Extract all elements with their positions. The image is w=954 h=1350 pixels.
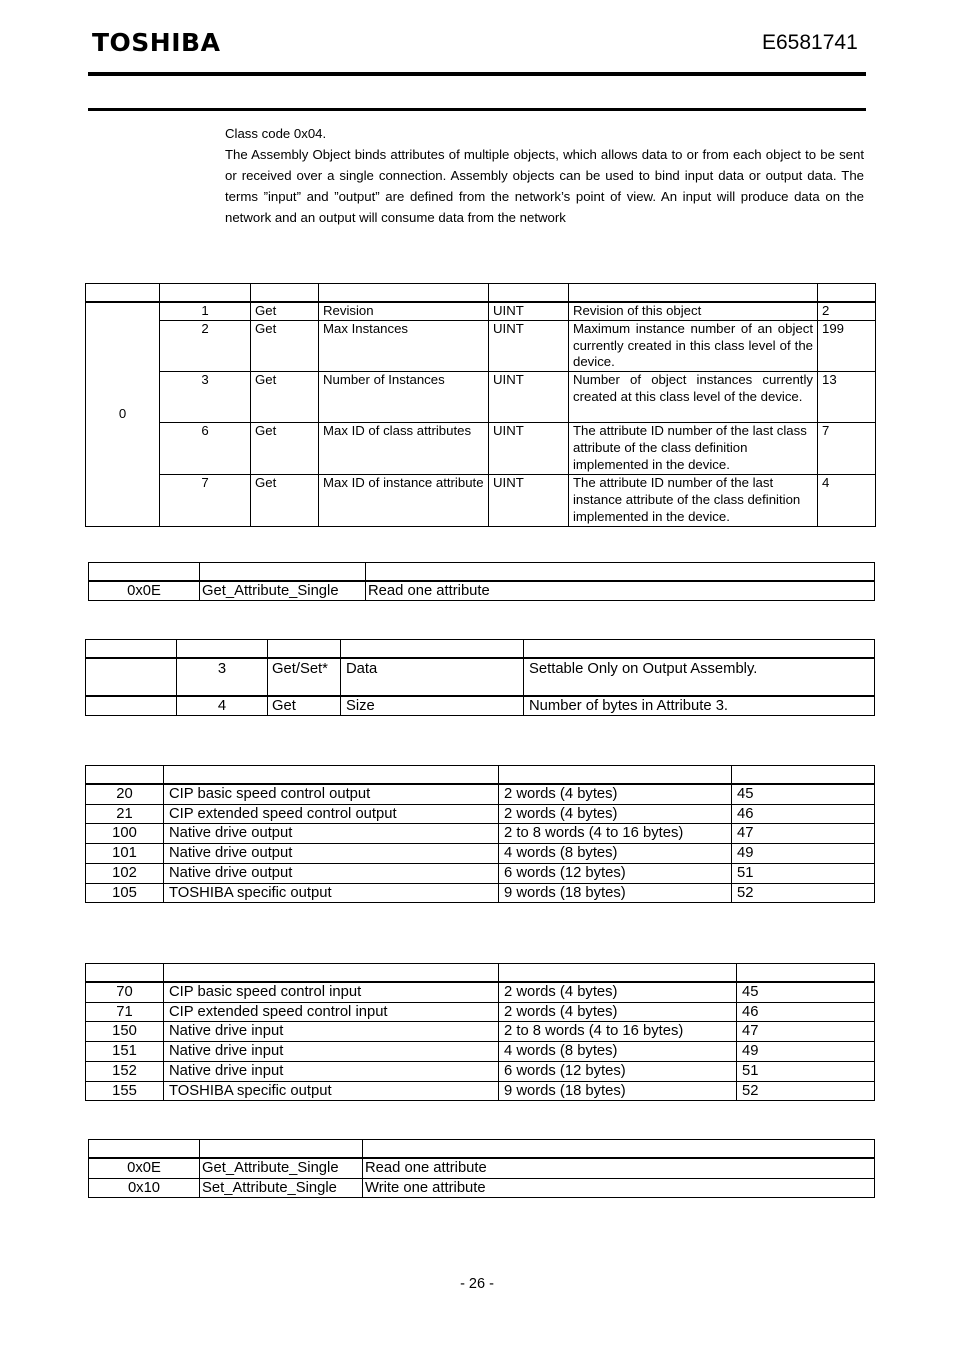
assembly-instance: 151 xyxy=(86,1042,164,1062)
attr-access: Get xyxy=(251,302,319,320)
attr-desc: Number of object instances currently created at this class level of the device. xyxy=(569,372,818,423)
assembly-page: 47 xyxy=(732,824,875,844)
document-number: E6581741 xyxy=(762,31,858,54)
table-header-row xyxy=(86,640,875,659)
assembly-size: 2 to 8 words (4 to 16 bytes) xyxy=(499,824,732,844)
assembly-name: Native drive output xyxy=(164,824,499,844)
assembly-page: 52 xyxy=(737,1081,875,1101)
attr-id: 1 xyxy=(160,302,251,320)
page-number: - 26 - xyxy=(460,1276,494,1292)
table-row xyxy=(86,320,876,371)
table-row xyxy=(86,1061,875,1081)
table-row xyxy=(86,372,876,423)
attr-value: 13 xyxy=(818,372,876,423)
assembly-page: 46 xyxy=(737,1002,875,1022)
attr-access: Get xyxy=(251,475,319,526)
assembly-instance: 152 xyxy=(86,1061,164,1081)
assembly-page: 51 xyxy=(737,1061,875,1081)
assembly-size: 9 words (18 bytes) xyxy=(499,1081,737,1101)
attr-type: UINT xyxy=(489,320,569,371)
attr-access: Get/Set* xyxy=(268,658,341,696)
table-row xyxy=(86,302,876,320)
table-header-row xyxy=(86,766,875,785)
table-row xyxy=(86,982,875,1002)
attr-access: Get xyxy=(251,423,319,475)
attr-type: UINT xyxy=(489,423,569,475)
assembly-name: CIP basic speed control input xyxy=(164,982,499,1002)
input-assemblies-table xyxy=(85,963,875,1101)
table-row xyxy=(86,1081,875,1101)
attr-name: Max ID of instance attribute xyxy=(319,475,489,526)
table-row xyxy=(86,475,876,526)
service-code: 0x10 xyxy=(89,1178,200,1198)
table-row xyxy=(86,1022,875,1042)
assembly-name: Native drive output xyxy=(164,863,499,883)
attr-desc: Settable Only on Output Assembly. xyxy=(524,658,875,696)
attr-name: Revision xyxy=(319,302,489,320)
service-desc: Read one attribute xyxy=(363,1158,875,1178)
attr-id: 4 xyxy=(177,696,268,716)
assembly-name: TOSHIBA specific output xyxy=(164,883,499,903)
assembly-instance: 21 xyxy=(86,804,164,824)
assembly-instance: 105 xyxy=(86,883,164,903)
attr-type: UINT xyxy=(489,475,569,526)
class-attributes-table xyxy=(85,283,876,527)
assembly-page: 45 xyxy=(737,982,875,1002)
assembly-page: 52 xyxy=(732,883,875,903)
assembly-page: 46 xyxy=(732,804,875,824)
section-rule xyxy=(88,108,866,111)
assembly-instance: 102 xyxy=(86,863,164,883)
table-row xyxy=(86,844,875,864)
table-row xyxy=(89,581,875,601)
attr-desc: Revision of this object xyxy=(569,302,818,320)
table-row xyxy=(89,1158,875,1178)
output-assemblies-table xyxy=(85,765,875,903)
assembly-size: 2 words (4 bytes) xyxy=(499,784,732,804)
attr-type: UINT xyxy=(489,302,569,320)
attr-name: Number of Instances xyxy=(319,372,489,423)
service-desc: Write one attribute xyxy=(363,1178,875,1198)
assembly-size: 9 words (18 bytes) xyxy=(499,883,732,903)
class-code-line: Class code 0x04. xyxy=(225,126,327,141)
attr-value: 7 xyxy=(818,423,876,475)
attr-desc: The attribute ID number of the last instance attribute of the class definition implemented in the device. xyxy=(569,475,818,526)
assembly-instance: 100 xyxy=(86,824,164,844)
assembly-page: 51 xyxy=(732,863,875,883)
assembly-size: 2 words (4 bytes) xyxy=(499,804,732,824)
assembly-name: Native drive input xyxy=(164,1061,499,1081)
table-row xyxy=(86,883,875,903)
attr-name: Size xyxy=(341,696,524,716)
service-name: Get_Attribute_Single xyxy=(200,1158,363,1178)
assembly-size: 6 words (12 bytes) xyxy=(499,1061,737,1081)
intro-text xyxy=(225,123,864,228)
attr-id: 6 xyxy=(160,423,251,475)
empty-cell xyxy=(86,696,177,716)
service-name: Get_Attribute_Single xyxy=(200,581,366,601)
attr-id: 2 xyxy=(160,320,251,371)
assembly-name: Native drive input xyxy=(164,1042,499,1062)
table-row xyxy=(86,824,875,844)
assembly-size: 6 words (12 bytes) xyxy=(499,863,732,883)
assembly-description: The Assembly Object binds attributes of multiple objects, which allows data to or from each object to be sent or received over a single connection. Assembly objects can be used to bind input data or output data. The terms ”input” and ”output” are defined from the network’s point of view. An input will produce data on the network and an output will consume data from the network xyxy=(225,147,864,225)
assembly-name: Native drive input xyxy=(164,1022,499,1042)
table-row xyxy=(86,696,875,716)
attr-desc: Maximum instance number of an object currently created in this class level of the device. xyxy=(569,320,818,371)
attr-id: 3 xyxy=(177,658,268,696)
table-row xyxy=(89,1178,875,1198)
assembly-instance: 101 xyxy=(86,844,164,864)
table-row xyxy=(86,1042,875,1062)
assembly-size: 2 words (4 bytes) xyxy=(499,1002,737,1022)
empty-cell xyxy=(86,658,177,696)
attr-access: Get xyxy=(251,320,319,371)
attr-value: 4 xyxy=(818,475,876,526)
instance-services-table xyxy=(88,1139,875,1198)
assembly-size: 4 words (8 bytes) xyxy=(499,1042,737,1062)
attr-value: 2 xyxy=(818,302,876,320)
attr-id: 3 xyxy=(160,372,251,423)
assembly-name: CIP basic speed control output xyxy=(164,784,499,804)
assembly-size: 2 to 8 words (4 to 16 bytes) xyxy=(499,1022,737,1042)
table-header-row xyxy=(89,563,875,582)
attr-desc: The attribute ID number of the last class attribute of the class definition implemented in the device. xyxy=(569,423,818,475)
assembly-instance: 71 xyxy=(86,1002,164,1022)
service-code: 0x0E xyxy=(89,581,200,601)
toshiba-logo: TOSHIBA xyxy=(92,28,221,57)
service-desc: Read one attribute xyxy=(366,581,875,601)
assembly-instance: 150 xyxy=(86,1022,164,1042)
assembly-instance: 155 xyxy=(86,1081,164,1101)
assembly-size: 2 words (4 bytes) xyxy=(499,982,737,1002)
assembly-page: 49 xyxy=(732,844,875,864)
assembly-instance: 70 xyxy=(86,982,164,1002)
table-row xyxy=(86,784,875,804)
attr-type: UINT xyxy=(489,372,569,423)
header-rule xyxy=(88,72,866,76)
assembly-size: 4 words (8 bytes) xyxy=(499,844,732,864)
instance-cell: 0 xyxy=(86,302,160,526)
attr-access: Get xyxy=(268,696,341,716)
class-services-table xyxy=(88,562,875,601)
assembly-name: Native drive output xyxy=(164,844,499,864)
attr-name: Data xyxy=(341,658,524,696)
assembly-instance: 20 xyxy=(86,784,164,804)
table-header-row xyxy=(86,964,875,983)
assembly-name: TOSHIBA specific output xyxy=(164,1081,499,1101)
assembly-name: CIP extended speed control input xyxy=(164,1002,499,1022)
table-header-row xyxy=(86,284,876,303)
instance-attributes-table xyxy=(85,639,875,716)
attr-desc: Number of bytes in Attribute 3. xyxy=(524,696,875,716)
attr-name: Max Instances xyxy=(319,320,489,371)
table-row xyxy=(86,423,876,475)
table-row xyxy=(86,863,875,883)
attr-name: Max ID of class attributes xyxy=(319,423,489,475)
table-row xyxy=(86,658,875,696)
table-row xyxy=(86,804,875,824)
assembly-page: 47 xyxy=(737,1022,875,1042)
assembly-page: 45 xyxy=(732,784,875,804)
attr-id: 7 xyxy=(160,475,251,526)
service-name: Set_Attribute_Single xyxy=(200,1178,363,1198)
table-row xyxy=(86,1002,875,1022)
service-code: 0x0E xyxy=(89,1158,200,1178)
assembly-name: CIP extended speed control output xyxy=(164,804,499,824)
attr-access: Get xyxy=(251,372,319,423)
attr-value: 199 xyxy=(818,320,876,371)
table-header-row xyxy=(89,1140,875,1159)
assembly-page: 49 xyxy=(737,1042,875,1062)
